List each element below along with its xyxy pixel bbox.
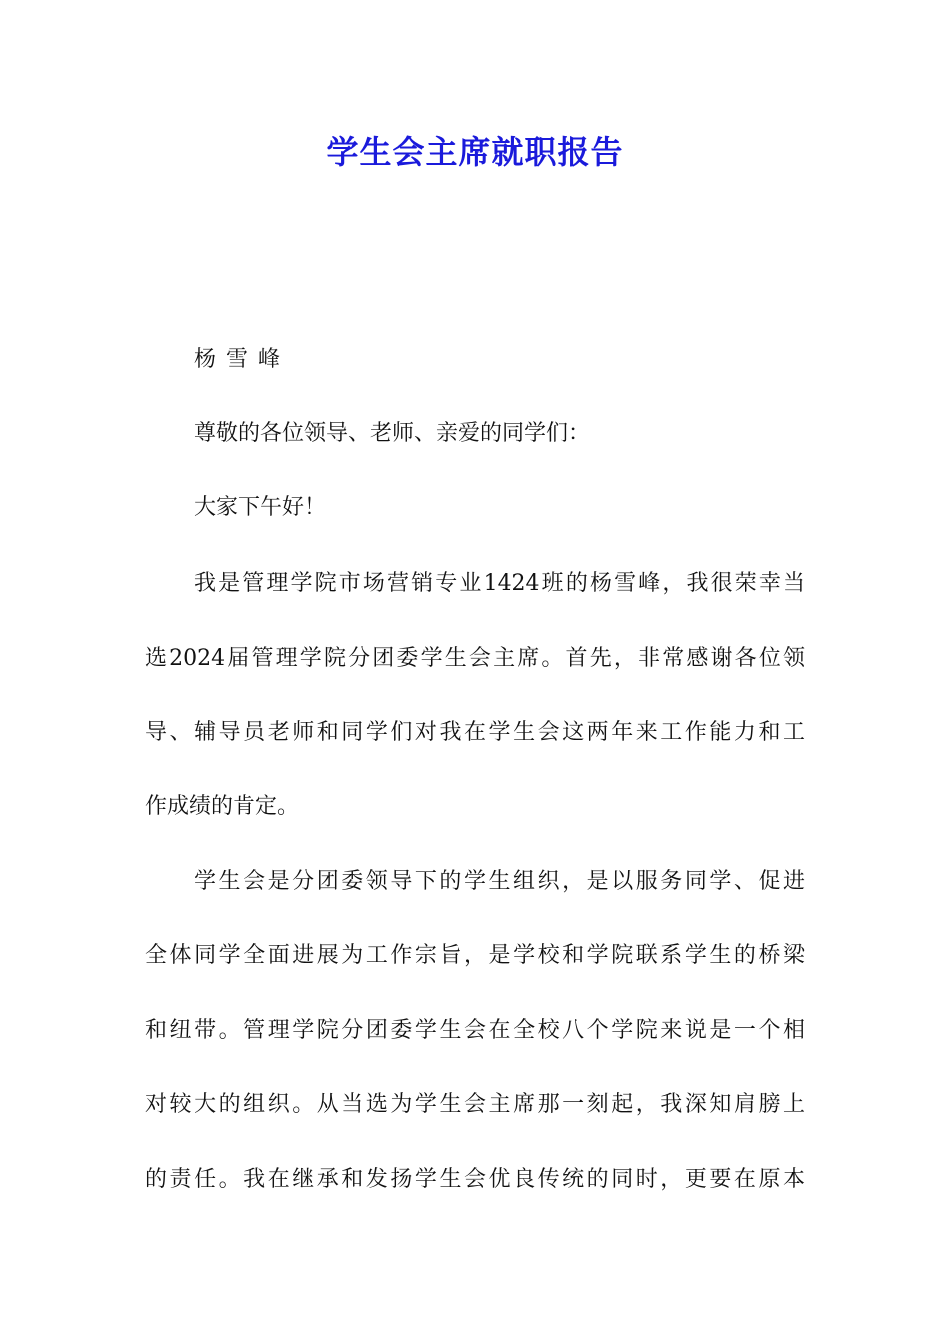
paragraph-line: 我是管理学院市场营销专业1424班的杨雪峰，我很荣幸当 bbox=[194, 571, 805, 596]
paragraph-line: 导、辅导员老师和同学们对我在学生会这两年来工作能力和工 bbox=[145, 720, 805, 745]
paragraph-line: 的责任。我在继承和发扬学生会优良传统的同时，更要在原本 bbox=[145, 1167, 805, 1192]
salutation: 尊敬的各位领导、老师、亲爱的同学们： bbox=[194, 421, 591, 446]
paragraph-line: 学生会是分团委领导下的学生组织，是以服务同学、促进 bbox=[194, 869, 805, 894]
paragraph-line: 选2024届管理学院分团委学生会主席。首先，非常感谢各位领 bbox=[145, 646, 805, 671]
author-name: 杨雪峰 bbox=[194, 347, 291, 372]
paragraph-line: 对较大的组织。从当选为学生会主席那一刻起，我深知肩膀上 bbox=[145, 1092, 805, 1117]
paragraph-line: 作成绩的肯定。 bbox=[145, 794, 300, 819]
paragraph-line: 全体同学全面进展为工作宗旨，是学校和学院联系学生的桥梁 bbox=[145, 943, 805, 968]
paragraph-line: 和纽带。管理学院分团委学生会在全校八个学院来说是一个相 bbox=[145, 1018, 805, 1043]
greeting: 大家下午好！ bbox=[194, 495, 327, 520]
document-title: 学生会主席就职报告 bbox=[326, 133, 624, 171]
